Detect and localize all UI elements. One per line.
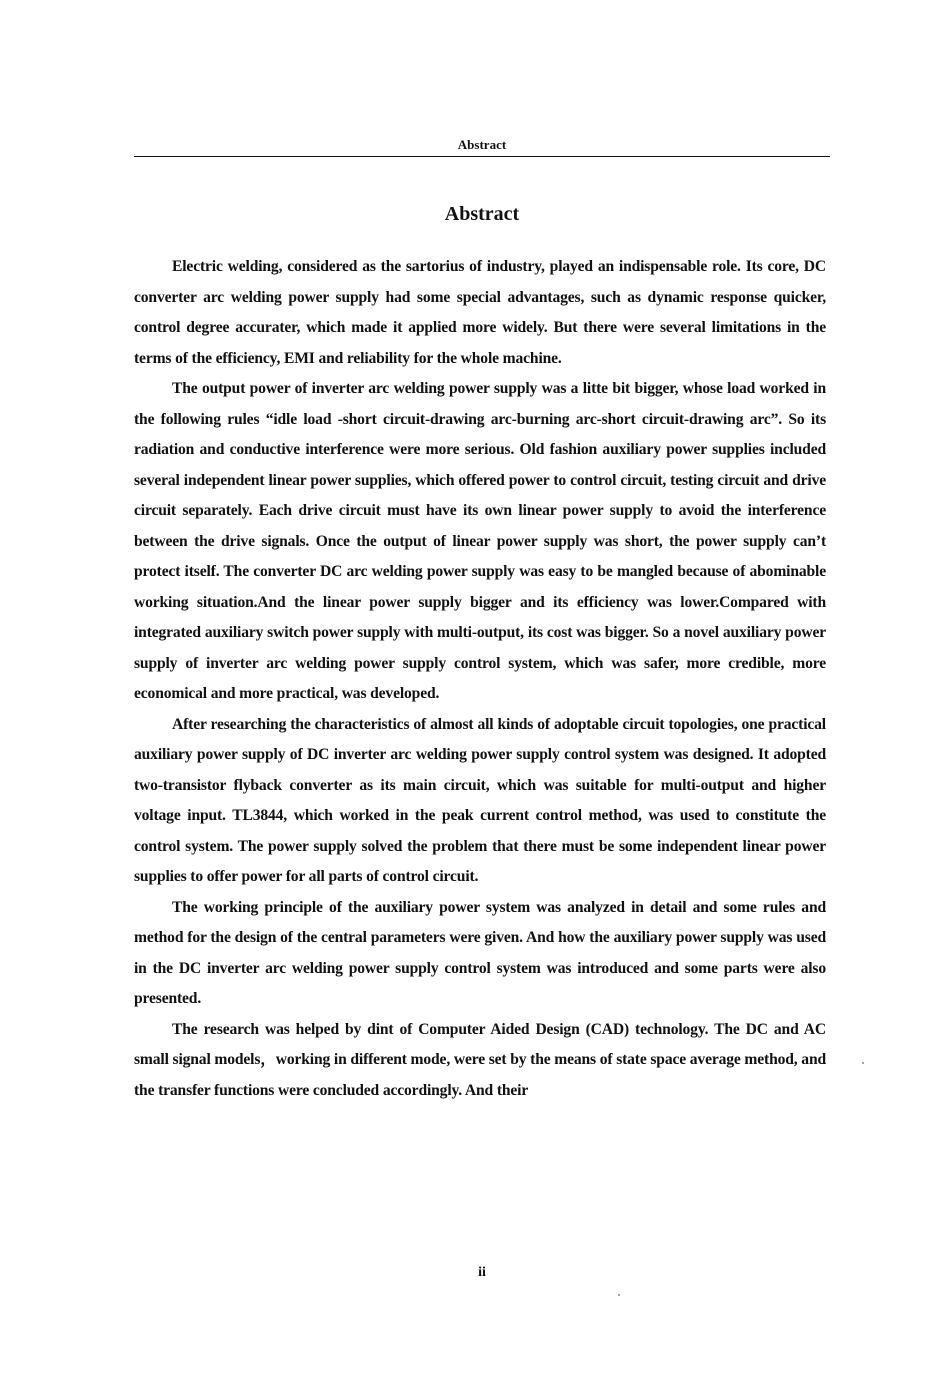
- page-number: ii: [478, 1265, 486, 1280]
- abstract-body: [134, 252, 826, 1106]
- paragraph-2: The output power of inverter arc welding power supply was a litte bit bigger, whose load worked in the following rules “idle load -short circuit-drawing arc-burning arc-short circuit-drawing arc”. So its radiation and conductive interference were more serious. Old fashion auxiliary power supplies included several independent linear power supplies, which offered power to control circuit, testing circuit and drive circuit separately. Each drive circuit must have its own linear power supply to avoid the interference between the drive signals. Once the output of linear power supply was short, the power supply can’t protect itself. The converter DC arc welding power supply was easy to be mangled because of abominable working situation.And the linear power supply bigger and its efficiency was lower.Compared with integrated auxiliary switch power supply with multi-output, its cost was bigger. So a novel auxiliary power supply of inverter arc welding power supply control system, which was safer, more credible, more economical and more practical, was developed.: [134, 380, 826, 702]
- paragraph-3: After researching the characteristics of almost all kinds of adoptable circuit topologies, one practical auxiliary power supply of DC inverter arc welding power supply control system was designed. It adopted two-transistor flyback converter as its main circuit, which was suitable for multi-output and higher voltage input. TL3844, which worked in the peak current control method, was used to constitute the control system. The power supply solved the problem that there must be some independent linear power supplies to offer power for all parts of control circuit.: [134, 715, 826, 885]
- paragraph-1: Electric welding, considered as the sartorius of industry, played an indispensable role. Its core, DC converter arc welding power supply had some special advantages, such as dynamic response quicker, control degree accurater, which made it applied more widely. But there were several limitations in the terms of the efficiency, EMI and reliability for the whole machine.: [134, 258, 826, 367]
- header-divider: [134, 156, 830, 157]
- paragraph-4: The working principle of the auxiliary power system was analyzed in detail and some rules and method for the design of the central parameters were given. And how the auxiliary power supply was used in the DC inverter arc welding power supply control system was introduced and some parts were also presented.: [134, 898, 826, 1007]
- paragraph-5: The research was helped by dint of Computer Aided Design (CAD) technology. The DC and AC small signal models，working in different mode, were set by the means of state space average method, and the transfer functions were concluded accordingly. And their: [134, 1020, 826, 1099]
- running-header: Abstract: [457, 137, 507, 152]
- scan-speck: [862, 1062, 864, 1064]
- scan-speck: [618, 1294, 620, 1296]
- page-title: Abstract: [444, 203, 520, 225]
